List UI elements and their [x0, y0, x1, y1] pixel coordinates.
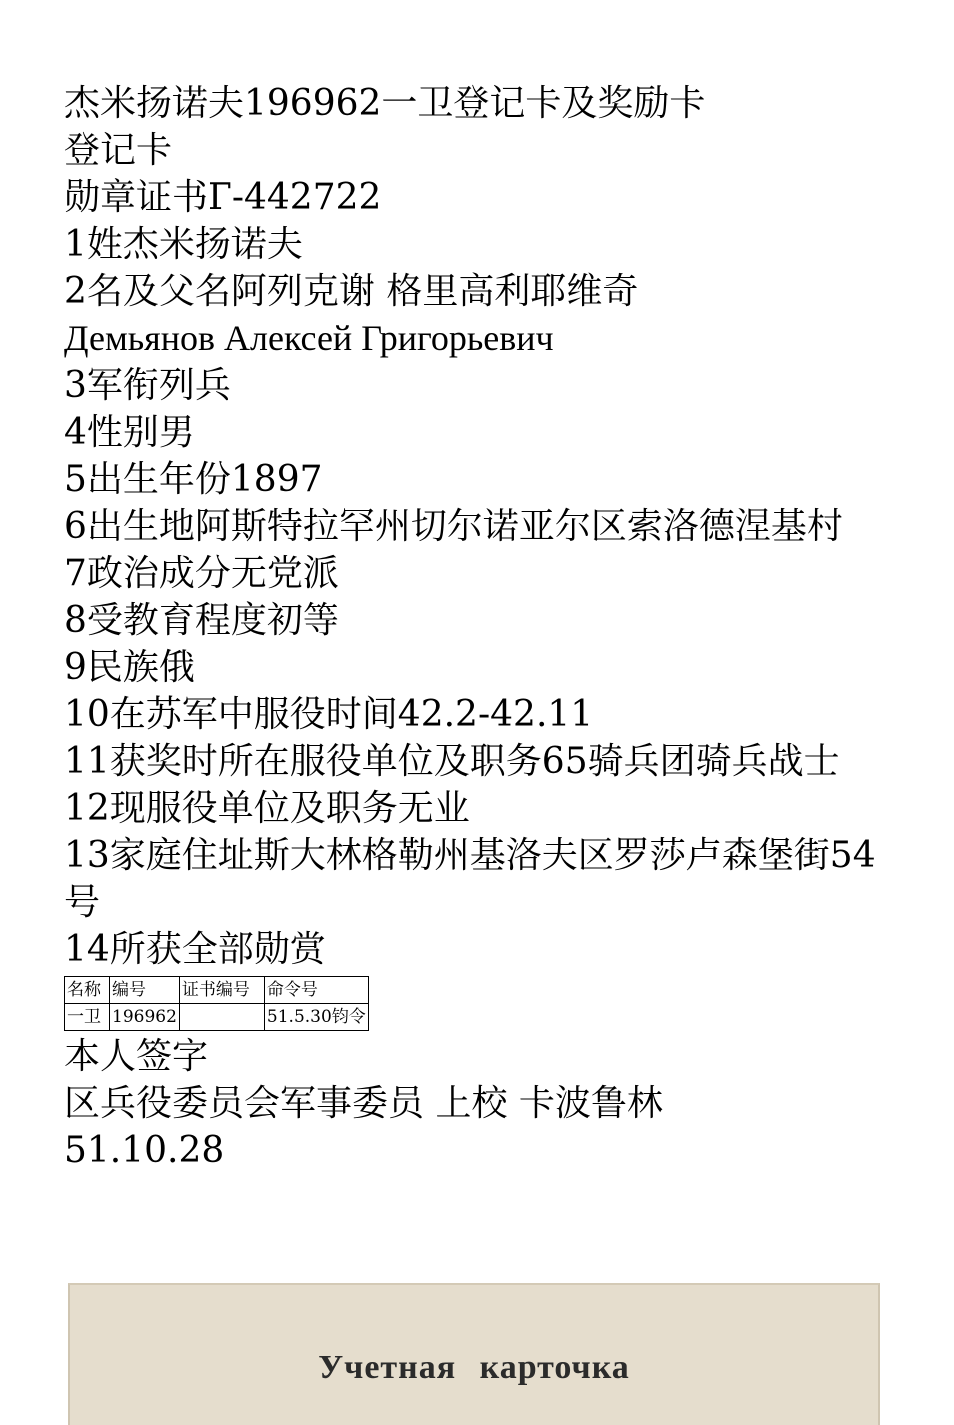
awards-header-order: 命令号	[264, 977, 368, 1004]
field-rank: 3军衔列兵	[64, 365, 231, 406]
field-birthplace: 6出生地阿斯特拉罕州切尔诺亚尔区索洛德涅基村	[64, 506, 843, 547]
awards-header-number: 编号	[110, 977, 180, 1004]
field-full-name-russian: Демьянов Алексей Григорьевич	[64, 318, 554, 358]
field-all-awards: 14所获全部勋赏	[64, 929, 326, 970]
field-surname: 1姓杰米扬诺夫	[64, 224, 303, 265]
table-row	[65, 1004, 369, 1031]
section-heading-registration-card: 登记卡	[64, 130, 173, 171]
field-education: 8受教育程度初等	[64, 600, 339, 641]
scanned-card-title: Учетная карточка	[318, 1349, 630, 1386]
field-service-period: 10在苏军中服役时间42.2-42.11	[64, 694, 594, 735]
field-home-address: 13家庭住址斯大林格勒州基洛夫区罗莎卢森堡街54号	[64, 835, 876, 923]
commissar-line: 区兵役委员会军事委员 上校 卡波鲁林	[64, 1083, 663, 1124]
document-date: 51.10.28	[64, 1130, 225, 1171]
awards-cell-number: 196962	[110, 1004, 180, 1031]
field-current-unit: 12现服役单位及职务无业	[64, 788, 470, 829]
awards-cell-certificate	[179, 1004, 264, 1031]
field-birth-year: 5出生年份1897	[64, 459, 323, 500]
awards-cell-order: 51.5.30钧令	[264, 1004, 368, 1031]
awards-cell-name: 一卫	[65, 1004, 110, 1031]
field-name-patronymic: 2名及父名阿列克谢 格里高利耶维奇	[64, 271, 639, 312]
awards-header-name: 名称	[65, 977, 110, 1004]
field-unit-at-award: 11获奖时所在服役单位及职务65骑兵团骑兵战士	[64, 741, 840, 782]
awards-header-certificate: 证书编号	[179, 977, 264, 1004]
scanned-card-image	[68, 1283, 880, 1425]
medal-certificate-number: 勋章证书Г-442722	[64, 177, 382, 218]
awards-table	[64, 976, 369, 1031]
document-body	[64, 80, 884, 1174]
field-gender: 4性别男	[64, 412, 195, 453]
field-political-status: 7政治成分无党派	[64, 553, 339, 594]
awards-table-header-row	[65, 977, 369, 1004]
signature-label: 本人签字	[64, 1036, 209, 1077]
field-nationality: 9民族俄	[64, 647, 195, 688]
document-title: 杰米扬诺夫196962一卫登记卡及奖励卡	[64, 83, 706, 124]
